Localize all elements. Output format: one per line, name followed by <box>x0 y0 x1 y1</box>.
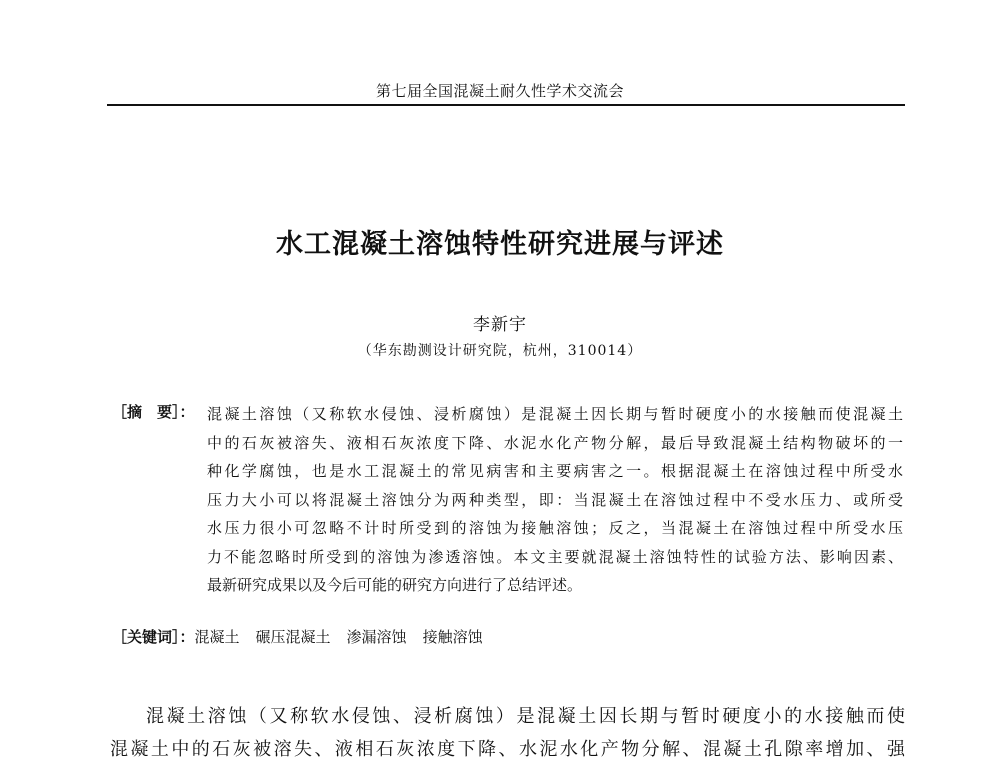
author-affiliation: （华东勘测设计研究院，杭州，310014） <box>357 343 643 359</box>
abstract-line: 力不能忽略时所受到的溶蚀为渗透溶蚀。本文主要就混凝土溶蚀特性的试验方法、影响因素、 <box>207 547 903 566</box>
author-name: 李新宇 <box>473 315 527 335</box>
body-line: 混凝土溶蚀（又称软水侵蚀、浸析腐蚀）是混凝土因长期与暂时硬度小的水接触而使 <box>146 706 905 727</box>
keywords <box>112 626 499 647</box>
keywords-label: ［关键词］： <box>112 628 195 646</box>
body-paragraph <box>110 700 905 766</box>
keyword: 渗漏溶蚀 <box>346 628 407 646</box>
header-rule <box>107 104 905 106</box>
paper-title: 水工混凝土溶蚀特性研究进展与评述 <box>276 229 724 260</box>
keyword: 接触溶蚀 <box>422 628 483 646</box>
abstract-line: 水压力很小可忽略不计时所受到的溶蚀为接触溶蚀；反之，当混凝土在溶蚀过程中所受水压 <box>207 519 903 537</box>
abstract-line: 混凝土溶蚀（又称软水侵蚀、浸析腐蚀）是混凝土因长期与暂时硬度小的水接触而使混凝土 <box>207 405 903 423</box>
abstract-text <box>207 400 903 600</box>
body-line: 混凝土中的石灰被溶失、液相石灰浓度下降、水泥水化产物分解、混凝土孔隙率增加、强 <box>110 739 905 760</box>
abstract-label: ［摘 要］： <box>112 403 195 421</box>
abstract-line: 种化学腐蚀，也是水工混凝土的常见病害和主要病害之一。根据混凝土在溶蚀过程中所受水 <box>207 462 903 480</box>
keyword: 碾压混凝土 <box>255 628 331 646</box>
abstract-line: 压力大小可以将混凝土溶蚀分为两种类型，即：当混凝土在溶蚀过程中不受水压力、或所受 <box>207 490 903 509</box>
keyword: 混凝土 <box>194 628 240 646</box>
abstract-line: 中的石灰被溶失、液相石灰浓度下降、水泥水化产物分解，最后导致混凝土结构物破坏的一 <box>207 433 903 452</box>
abstract-line: 最新研究成果以及今后可能的研究方向进行了总结评述。 <box>207 576 583 594</box>
running-header: 第七届全国混凝土耐久性学术交流会 <box>375 82 624 100</box>
